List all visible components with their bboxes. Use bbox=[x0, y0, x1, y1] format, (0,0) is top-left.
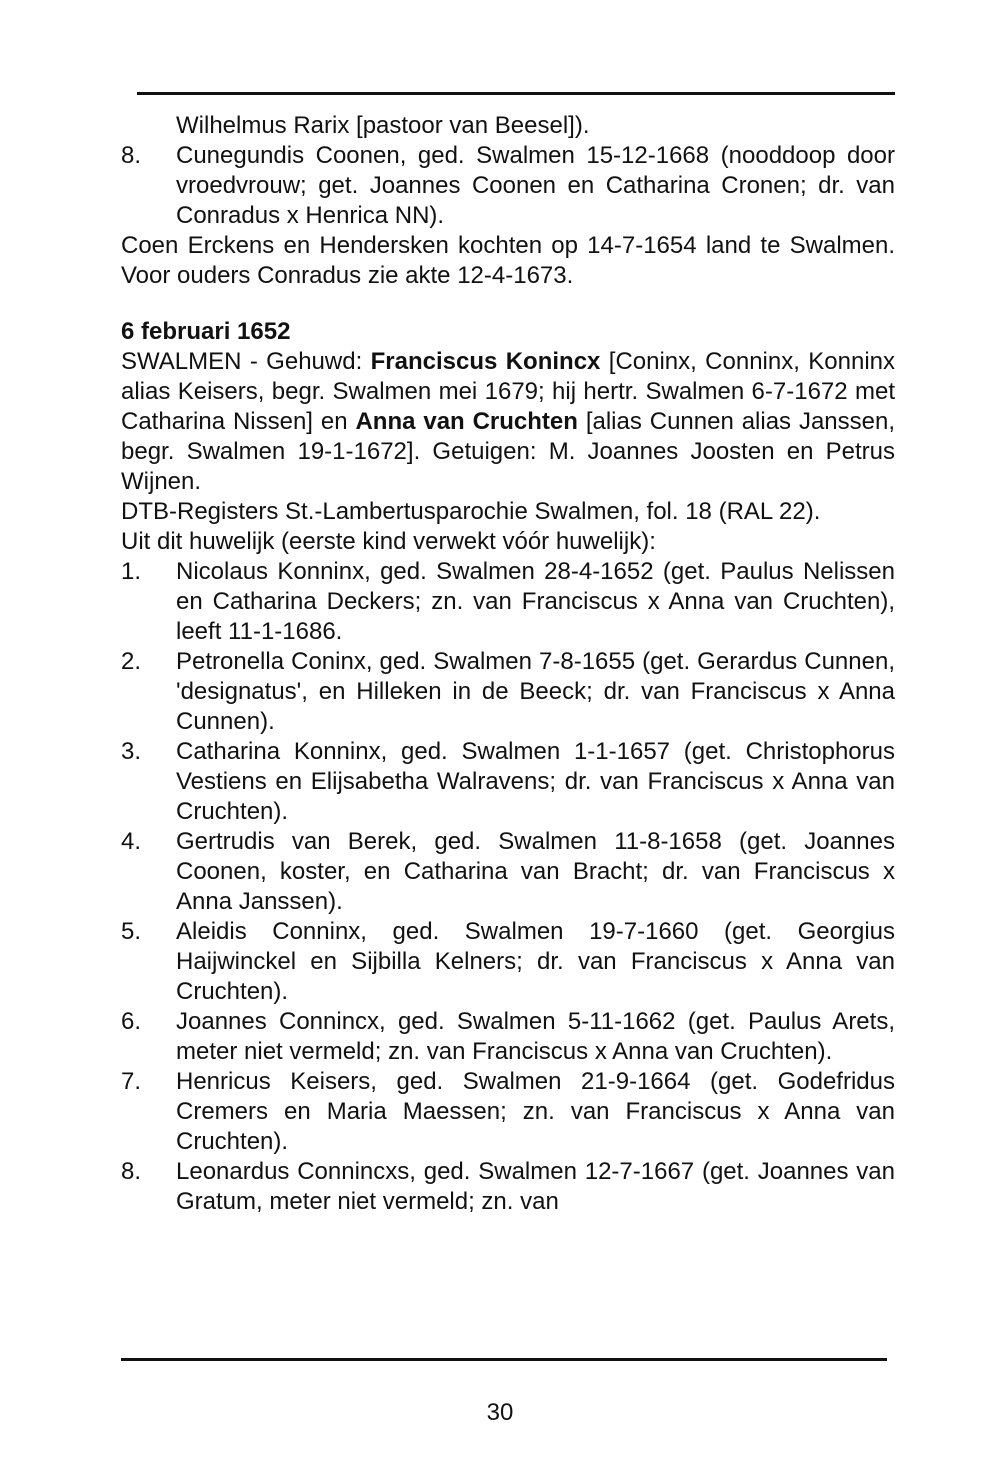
item-text: Aleidis Conninx, ged. Swalmen 19-7-1660 (get. Georgius Haijwinckel en Sijbilla Kelners; dr. van Franciscus x Anna van Cruchten). bbox=[176, 918, 895, 1005]
children-intro: Uit dit huwelijk (eerste kind verwekt vóór huwelijk): bbox=[121, 528, 656, 555]
groom-name: Franciscus Konincx bbox=[370, 348, 601, 375]
top-rule bbox=[137, 92, 895, 95]
child-item bbox=[121, 737, 895, 827]
page-number: 30 bbox=[486, 1399, 514, 1426]
continuation-item bbox=[121, 111, 895, 141]
continuation-list bbox=[121, 111, 895, 231]
item-number: 3. bbox=[121, 738, 142, 765]
item-number: 5. bbox=[121, 918, 142, 945]
item-text: Petronella Coninx, ged. Swalmen 7-8-1655 (get. Gerardus Cunnen, 'designatus', en Hilleken in de Beeck; dr. van Franciscus x Anna Cunnen). bbox=[176, 648, 895, 735]
item-number: 1. bbox=[121, 558, 142, 585]
entry-date: 6 februari 1652 bbox=[121, 318, 291, 345]
note-paragraph: Coen Erckens en Hendersken kochten op 14-7-1654 land te Swalmen. Voor ouders Conradus zie akte 12-4-1673. bbox=[121, 232, 895, 289]
entry-date-heading bbox=[121, 317, 895, 347]
child-item bbox=[121, 1157, 895, 1217]
page-body bbox=[121, 111, 895, 1217]
item-text: Catharina Konninx, ged. Swalmen 1-1-1657 (get. Christophorus Vestiens en Elijsabetha Walravens; dr. van Franciscus x Anna van Cruchten). bbox=[176, 738, 895, 825]
child-item bbox=[121, 647, 895, 737]
bride-name: Anna van Cruchten bbox=[355, 408, 578, 435]
marriage-prefix: SWALMEN - Gehuwd: bbox=[121, 348, 371, 375]
item-number: 2. bbox=[121, 648, 142, 675]
spacer bbox=[121, 291, 895, 317]
item-text: Cunegundis Coonen, ged. Swalmen 15-12-1668 (nooddoop door vroedvrouw; get. Joannes Coonen en Catharina Cronen; dr. van Conradus x Henrica NN). bbox=[176, 142, 895, 229]
item-number: 6. bbox=[121, 1008, 142, 1035]
item-text: Henricus Keisers, ged. Swalmen 21-9-1664 (get. Godefridus Cremers en Maria Maessen; zn. van Franciscus x Anna van Cruchten). bbox=[176, 1068, 895, 1155]
bride-details: [alias Cunnen alias Janssen, begr. Swalmen 19-1-1672]. Getuigen: M. Joannes Joosten en Petrus Wijnen. bbox=[121, 408, 896, 495]
item-text: Gertrudis van Berek, ged. Swalmen 11-8-1658 (get. Joannes Coonen, koster, en Catharina van Bracht; dr. van Franciscus x Anna Janssen). bbox=[176, 828, 895, 915]
child-item bbox=[121, 827, 895, 917]
item-number: 8. bbox=[121, 1158, 142, 1185]
item-number: 7. bbox=[121, 1068, 142, 1095]
item-number: 4. bbox=[121, 828, 142, 855]
children-list bbox=[121, 557, 895, 1217]
item-text: Wilhelmus Rarix [pastoor van Beesel]). bbox=[176, 112, 590, 139]
item-text: Leonardus Connincxs, ged. Swalmen 12-7-1667 (get. Joannes van Gratum, meter niet vermeld; zn. van bbox=[176, 1158, 895, 1215]
child-item bbox=[121, 917, 895, 1007]
child-item bbox=[121, 1067, 895, 1157]
item-text: Joannes Connincx, ged. Swalmen 5-11-1662 (get. Paulus Arets, meter niet vermeld; zn. van Franciscus x Anna van Cruchten). bbox=[176, 1008, 895, 1065]
child-item bbox=[121, 557, 895, 647]
source-reference: DTB-Registers St.-Lambertusparochie Swalmen, fol. 18 (RAL 22). bbox=[121, 498, 821, 525]
continuation-item bbox=[121, 141, 895, 231]
item-text: Nicolaus Konninx, ged. Swalmen 28-4-1652 (get. Paulus Nelissen en Catharina Deckers; zn. van Franciscus x Anna van Cruchten), leeft 11-1-1686. bbox=[176, 558, 895, 645]
item-number: 8. bbox=[121, 142, 142, 169]
child-item bbox=[121, 1007, 895, 1067]
groom-details: [Coninx, Conninx, Konninx alias Keisers, begr. Swalmen mei 1679; hij hertr. Swalmen 6-7-1672 met Catharina Nissen] en bbox=[121, 348, 896, 435]
marriage-record bbox=[121, 347, 895, 497]
bottom-rule bbox=[121, 1358, 887, 1361]
